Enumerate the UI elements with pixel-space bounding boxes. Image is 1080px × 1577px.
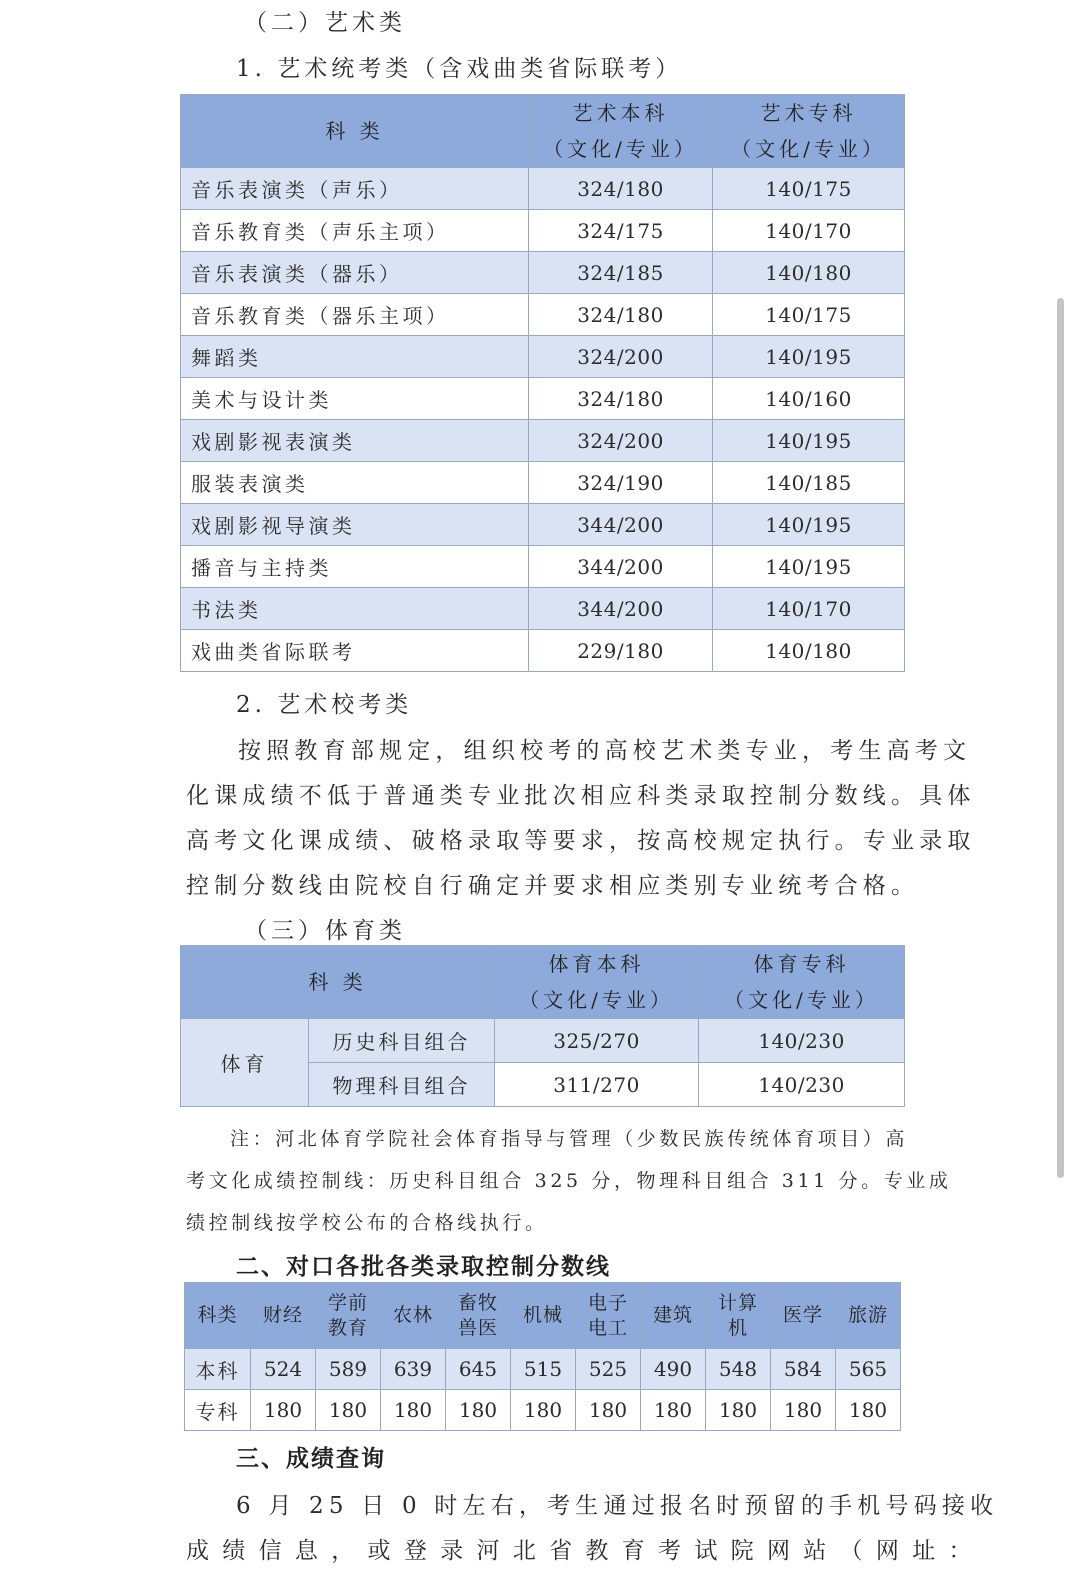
vocational-scores-table [184, 1282, 901, 1431]
vocational-header-cell [576, 1283, 641, 1349]
pe-note-line: 考文化成绩控制线：历史科目组合 325 分，物理科目组合 311 分。专业成 [186, 1170, 952, 1192]
vocational-score-cell: 515 [511, 1349, 576, 1390]
vocational-score-cell: 180 [446, 1390, 511, 1431]
section-title-query: 三、成绩查询 [236, 1446, 386, 1472]
art-table-header-row [181, 95, 905, 168]
vocational-header-cell [511, 1283, 576, 1349]
vocational-score-cell: 639 [381, 1349, 446, 1390]
art-header-undergrad [529, 95, 713, 168]
vocational-header-row [185, 1283, 901, 1349]
pe-row-name: 物理科目组合 [309, 1063, 495, 1107]
vocational-score-cell: 645 [446, 1349, 511, 1390]
art-row-college: 140/185 [713, 462, 905, 504]
vocational-header-cell [381, 1283, 446, 1349]
pe-row-undergrad: 325/270 [495, 1019, 699, 1063]
vocational-score-cell: 180 [836, 1390, 901, 1431]
table-row [181, 210, 905, 252]
art-row-college: 140/160 [713, 378, 905, 420]
art-row-name: 舞蹈类 [181, 336, 529, 378]
vocational-header-text: 机 [727, 1316, 748, 1339]
art-row-undergrad: 324/185 [529, 252, 713, 294]
art-row-college: 140/180 [713, 252, 905, 294]
pe-scores-table [180, 945, 905, 1107]
art-row-undergrad: 344/200 [529, 504, 713, 546]
art-row-name: 戏曲类省际联考 [181, 630, 529, 672]
art-header-college [713, 95, 905, 168]
pe-note-line: 绩控制线按学校公布的合格线执行。 [186, 1212, 548, 1234]
art-row-undergrad: 324/190 [529, 462, 713, 504]
art-row-name: 美术与设计类 [181, 378, 529, 420]
pe-header-undergrad-line1: 体育本科 [548, 952, 645, 976]
art-row-undergrad: 324/180 [529, 294, 713, 336]
vocational-header-text: 学前 [327, 1291, 368, 1314]
table-row [185, 1349, 901, 1390]
art-row-college: 140/170 [713, 210, 905, 252]
subsection-title-art-unified: 1. 艺术统考类（含戏曲类省际联考） [236, 56, 683, 82]
pe-header-undergrad-line2: （文化/专业） [519, 988, 674, 1012]
art-row-college: 140/180 [713, 630, 905, 672]
vocational-score-cell: 180 [251, 1390, 316, 1431]
vocational-score-cell: 180 [641, 1390, 706, 1431]
art-row-undergrad: 324/180 [529, 168, 713, 210]
table-row [181, 504, 905, 546]
art-header-undergrad-line2: （文化/专业） [543, 137, 698, 161]
table-row [181, 420, 905, 462]
art-row-undergrad: 324/175 [529, 210, 713, 252]
query-paragraph-line: 6 月 25 日 0 时左右，考生通过报名时预留的手机号码接收 [236, 1493, 999, 1519]
vocational-score-cell: 180 [381, 1390, 446, 1431]
pe-header-college-line1: 体育专科 [753, 952, 850, 976]
table-row [181, 336, 905, 378]
art-row-undergrad: 324/180 [529, 378, 713, 420]
vocational-score-cell: 524 [251, 1349, 316, 1390]
table-row [181, 630, 905, 672]
art-row-name: 音乐教育类（器乐主项） [181, 294, 529, 336]
art-row-name: 播音与主持类 [181, 546, 529, 588]
vocational-header-text: 电工 [587, 1316, 628, 1339]
art-school-paragraph-line: 化课成绩不低于普通类专业批次相应科类录取控制分数线。具体 [186, 783, 976, 809]
table-row [181, 462, 905, 504]
art-row-name: 音乐表演类（器乐） [181, 252, 529, 294]
vocational-header-cell [185, 1283, 251, 1349]
pe-table-header-row [181, 946, 905, 1019]
art-row-name: 戏剧影视表演类 [181, 420, 529, 462]
vocational-header-text: 农林 [392, 1304, 433, 1326]
pe-note-line: 注：河北体育学院社会体育指导与管理（少数民族传统体育项目）高 [230, 1128, 909, 1150]
art-row-college: 140/195 [713, 546, 905, 588]
vocational-score-cell: 180 [706, 1390, 771, 1431]
pe-group-label: 体育 [181, 1019, 309, 1107]
art-school-paragraph-line: 高考文化课成绩、破格录取等要求，按高校规定执行。专业录取 [186, 828, 976, 854]
vocational-header-cell [771, 1283, 836, 1349]
section-title-vocational: 二、对口各批各类录取控制分数线 [236, 1254, 611, 1280]
vocational-header-cell [316, 1283, 381, 1349]
art-header-college-line2: （文化/专业） [731, 137, 886, 161]
table-row [181, 252, 905, 294]
art-row-name: 音乐教育类（声乐主项） [181, 210, 529, 252]
vocational-header-text: 教育 [327, 1316, 368, 1339]
vocational-header-cell [446, 1283, 511, 1349]
pe-row-undergrad: 311/270 [495, 1063, 699, 1107]
vocational-header-text: 科类 [197, 1304, 238, 1326]
art-row-college: 140/175 [713, 168, 905, 210]
table-row [181, 378, 905, 420]
vocational-score-cell: 180 [771, 1390, 836, 1431]
art-row-undergrad: 324/200 [529, 336, 713, 378]
vocational-score-cell: 565 [836, 1349, 901, 1390]
pe-header-college-line2: （文化/专业） [724, 988, 879, 1012]
vocational-header-text: 旅游 [847, 1304, 888, 1326]
pe-header-college [699, 946, 905, 1019]
scrollbar[interactable] [1057, 298, 1064, 1178]
art-row-undergrad: 344/200 [529, 546, 713, 588]
vocational-header-text: 医学 [782, 1304, 823, 1326]
vocational-score-cell: 490 [641, 1349, 706, 1390]
query-paragraph-line: 成 绩 信 息 ， 或 登 录 河 北 省 教 育 考 试 院 网 站 （ 网 址 ： [186, 1538, 975, 1564]
vocational-header-text: 财经 [262, 1304, 303, 1326]
art-school-paragraph-line: 控制分数线由院校自行确定并要求相应类别专业统考合格。 [186, 873, 920, 899]
art-row-name: 书法类 [181, 588, 529, 630]
art-scores-table [180, 94, 905, 672]
vocational-score-cell: 180 [511, 1390, 576, 1431]
pe-row-name: 历史科目组合 [309, 1019, 495, 1063]
vocational-score-cell: 180 [576, 1390, 641, 1431]
vocational-header-text: 建筑 [652, 1304, 693, 1326]
art-row-undergrad: 344/200 [529, 588, 713, 630]
table-row [185, 1390, 901, 1431]
vocational-row-label: 专科 [185, 1390, 251, 1431]
art-row-undergrad: 324/200 [529, 420, 713, 462]
art-row-college: 140/170 [713, 588, 905, 630]
pe-row-college: 140/230 [699, 1063, 905, 1107]
art-row-name: 戏剧影视导演类 [181, 504, 529, 546]
table-row [181, 294, 905, 336]
vocational-score-cell: 589 [316, 1349, 381, 1390]
vocational-header-cell [706, 1283, 771, 1349]
vocational-header-text: 计算 [717, 1291, 758, 1314]
art-row-name: 服装表演类 [181, 462, 529, 504]
vocational-score-cell: 584 [771, 1349, 836, 1390]
art-row-name: 音乐表演类（声乐） [181, 168, 529, 210]
vocational-score-cell: 180 [316, 1390, 381, 1431]
vocational-header-text: 机械 [522, 1304, 563, 1326]
vocational-header-cell [836, 1283, 901, 1349]
art-row-college: 140/195 [713, 336, 905, 378]
art-header-college-line1: 艺术专科 [760, 101, 857, 125]
vocational-header-cell [641, 1283, 706, 1349]
table-row [181, 168, 905, 210]
vocational-header-text: 电子 [587, 1291, 628, 1314]
art-header-category: 科 类 [181, 95, 529, 168]
vocational-row-label: 本科 [185, 1349, 251, 1390]
vocational-score-cell: 548 [706, 1349, 771, 1390]
art-school-paragraph-line: 按照教育部规定，组织校考的高校艺术类专业，考生高考文 [238, 738, 972, 764]
art-header-undergrad-line1: 艺术本科 [572, 101, 669, 125]
art-row-college: 140/175 [713, 294, 905, 336]
pe-header-undergrad [495, 946, 699, 1019]
pe-header-category: 科 类 [181, 946, 495, 1019]
subsection-title-art-school: 2. 艺术校考类 [236, 692, 413, 718]
vocational-header-cell [251, 1283, 316, 1349]
section-title-pe: （三）体育类 [244, 918, 406, 944]
art-row-college: 140/195 [713, 420, 905, 462]
table-row [181, 1019, 905, 1063]
vocational-score-cell: 525 [576, 1349, 641, 1390]
table-row [181, 546, 905, 588]
section-title-art: （二）艺术类 [244, 10, 406, 36]
art-row-undergrad: 229/180 [529, 630, 713, 672]
vocational-header-text: 畜牧 [457, 1291, 498, 1314]
pe-row-college: 140/230 [699, 1019, 905, 1063]
vocational-header-text: 兽医 [457, 1316, 498, 1339]
art-row-college: 140/195 [713, 504, 905, 546]
table-row [181, 588, 905, 630]
